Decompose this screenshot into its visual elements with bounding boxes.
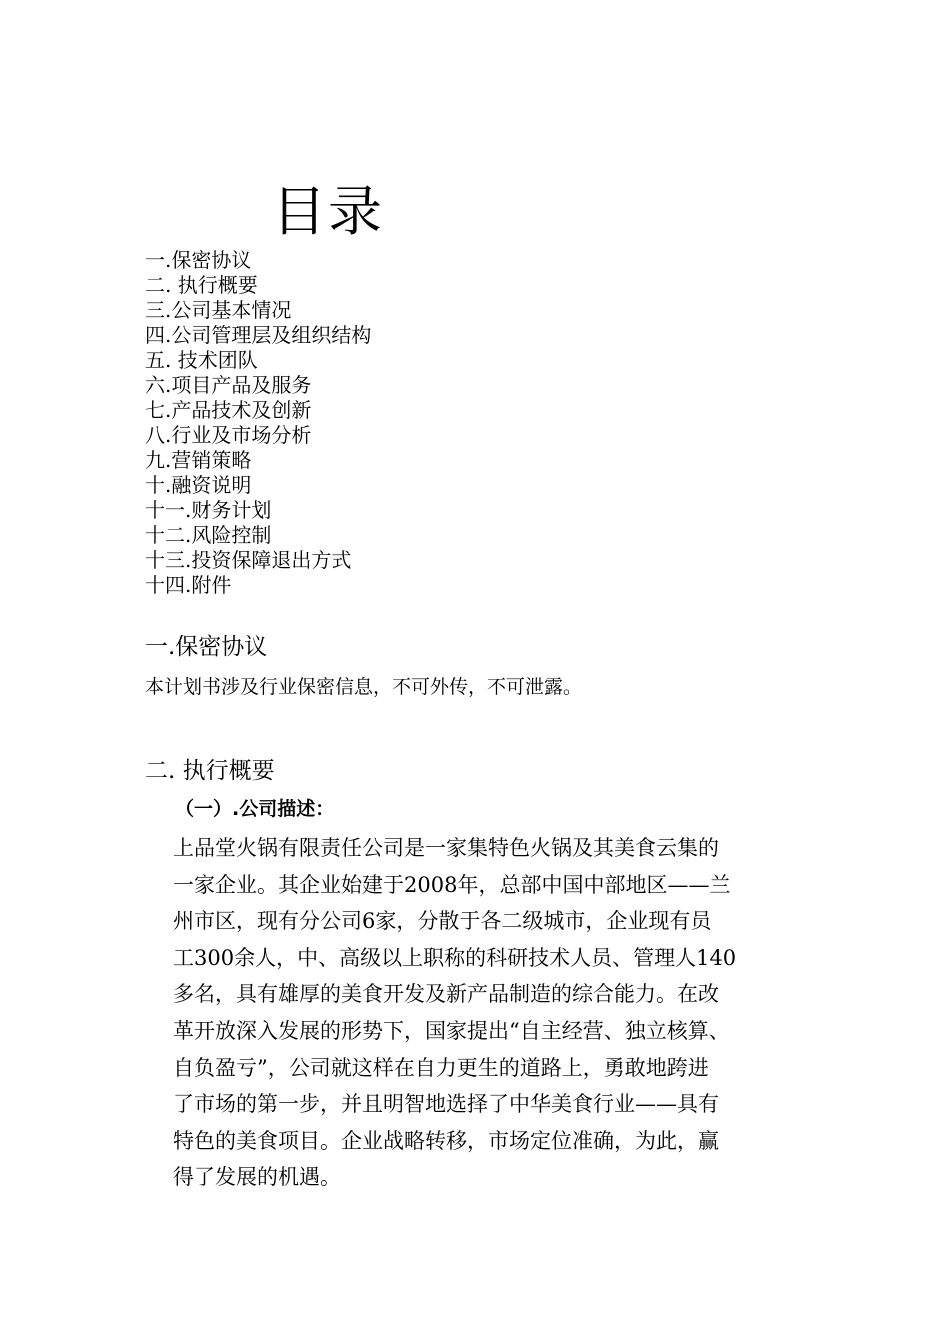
section-heading-executive-summary: 二. 执行概要: [145, 758, 275, 784]
toc-item: 七.产品技术及创新: [145, 398, 312, 422]
toc-item: 十.融资说明: [145, 473, 252, 497]
toc-item: 六.项目产品及服务: [145, 373, 312, 397]
toc-item: 八.行业及市场分析: [145, 423, 312, 447]
toc-item: 十二.风险控制: [145, 523, 272, 547]
paragraph-line: 一家企业。其企业始建于2008年，总部中国中部地区——兰: [173, 872, 731, 897]
subheading-company-description: （一）.公司描述：: [175, 798, 335, 820]
paragraph-line: 多名，具有雄厚的美食开发及新产品制造的综合能力。在改: [173, 982, 719, 1007]
paragraph-line: 工300余人，中、高级以上职称的科研技术人员、管理人140: [173, 945, 737, 970]
paragraph-line: 革开放深入发展的形势下，国家提出“自主经营、独立核算、: [173, 1018, 730, 1043]
paragraph-line: 特色的美食项目。企业战略转移，市场定位准确，为此，赢: [173, 1128, 719, 1153]
section-heading-confidentiality: 一.保密协议: [145, 634, 268, 660]
confidentiality-text: 本计划书涉及行业保密信息，不可外传，不可泄露。: [145, 676, 583, 698]
paragraph-line: 了市场的第一步，并且明智地选择了中华美食行业——具有: [173, 1092, 719, 1117]
toc-item: 十三.投资保障退出方式: [145, 548, 352, 572]
toc-item: 十四.附件: [145, 573, 232, 597]
toc-item: 二. 执行概要: [145, 273, 258, 297]
company-description-paragraph: [173, 830, 773, 1196]
toc-title: 目录: [272, 180, 384, 243]
toc-item: 四.公司管理层及组织结构: [145, 323, 372, 347]
toc-item: 一.保密协议: [145, 248, 252, 272]
toc-item: 九.营销策略: [145, 448, 252, 472]
paragraph-line: 得了发展的机遇。: [173, 1165, 341, 1190]
paragraph-line: 自负盈亏”，公司就这样在自力更生的道路上，勇敢地跨进: [173, 1055, 709, 1080]
paragraph-line: 州市区，现有分公司6家，分散于各二级城市，企业现有员: [173, 909, 712, 934]
toc-item: 五. 技术团队: [145, 348, 258, 372]
toc-item: 十一.财务计划: [145, 498, 272, 522]
toc-item: 三.公司基本情况: [145, 298, 292, 322]
toc-list: [145, 248, 371, 598]
paragraph-line: 上品堂火锅有限责任公司是一家集特色火锅及其美食云集的: [173, 836, 719, 860]
